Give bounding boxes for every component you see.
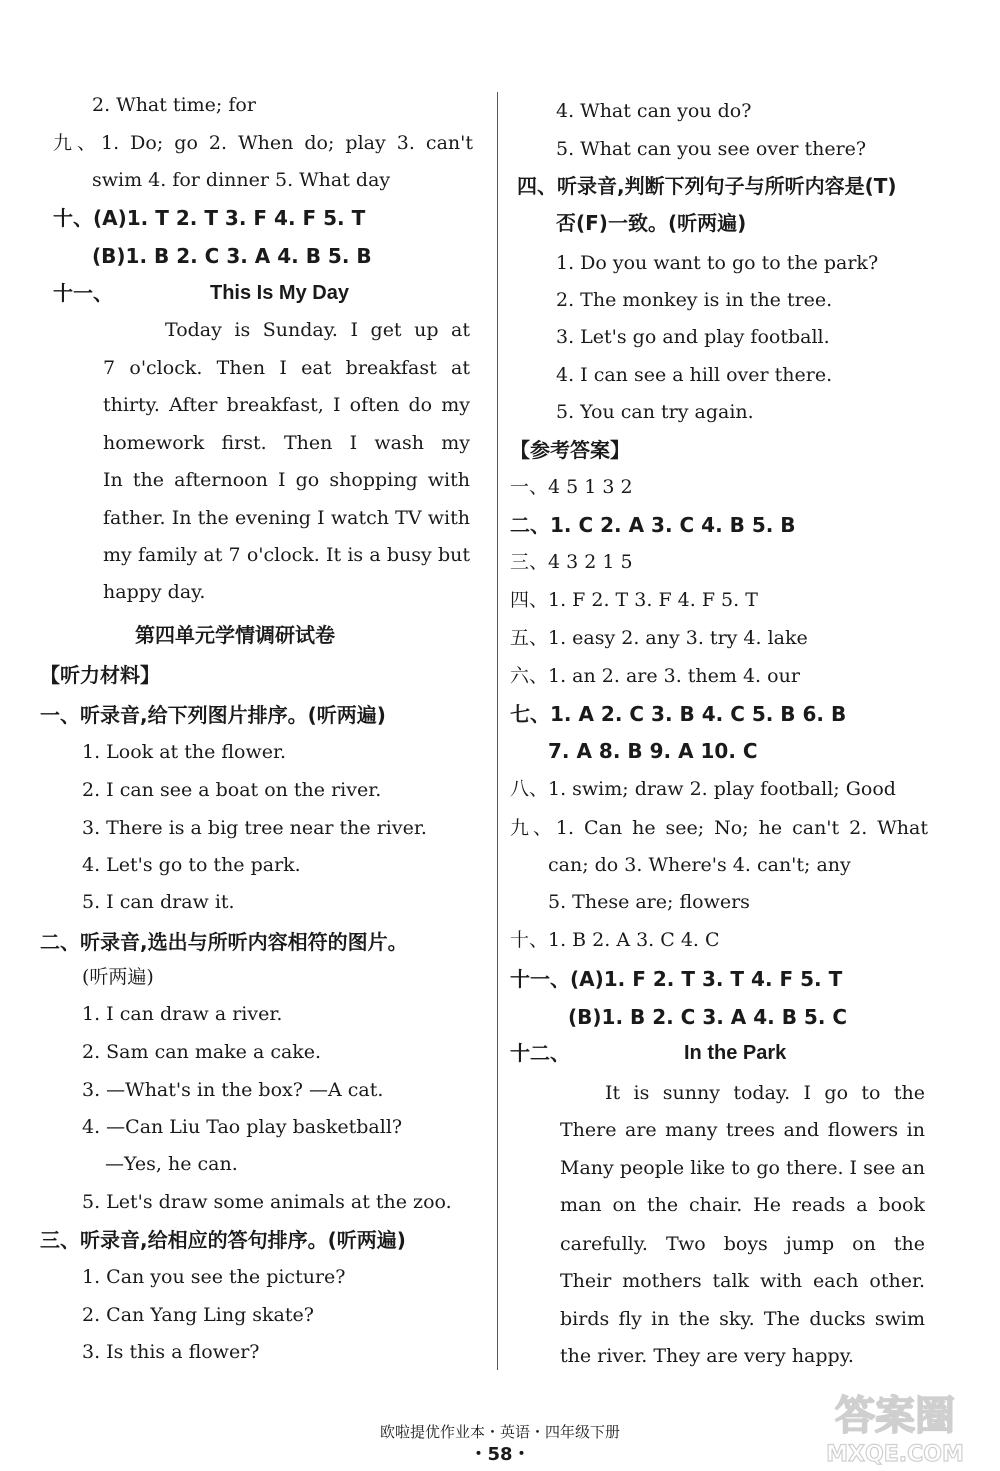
text-line: 九、1. Do; go 2. When do; play 3. can't	[53, 132, 473, 154]
text-line: (听两遍)	[82, 966, 154, 988]
text-line: carefully. Two boys jump on the	[560, 1233, 925, 1255]
text-line: Their mothers talk with each other.	[560, 1270, 925, 1292]
text-line: 十、1. B 2. A 3. C 4. C	[510, 929, 720, 951]
text-line: 一、听录音,给下列图片排序。(听两遍)	[40, 703, 386, 727]
text-line: 2. The monkey is in the tree.	[556, 289, 833, 311]
text-line: the river. They are very happy.	[560, 1345, 854, 1367]
text-line: 1. I can draw a river.	[82, 1003, 283, 1025]
text-line: 2. Can Yang Ling skate?	[82, 1304, 314, 1326]
text-line: 5. You can try again.	[556, 401, 754, 423]
text-line: 【参考答案】	[510, 438, 630, 462]
text-line: 第四单元学情调研试卷	[135, 623, 335, 647]
text-line: 一、4 5 1 3 2	[510, 476, 633, 498]
text-line: 5. These are; flowers	[548, 891, 750, 913]
text-line: 二、听录音,选出与所听内容相符的图片。	[40, 930, 408, 954]
text-line: 1. Can you see the picture?	[82, 1266, 346, 1288]
text-line: 1. Do you want to go to the park?	[556, 252, 879, 274]
watermark-site: MXQE.COM	[826, 1442, 964, 1467]
text-line: can; do 3. Where's 4. can't; any	[548, 854, 851, 876]
text-line: thirty. After breakfast, I often do my	[103, 394, 470, 416]
text-line: man on the chair. He reads a book	[560, 1194, 925, 1216]
text-line: 5. What can you see over there?	[556, 138, 867, 160]
passage-title: This Is My Day	[210, 282, 349, 304]
text-line: 1. Look at the flower.	[82, 741, 287, 763]
text-line: happy day.	[103, 581, 206, 603]
text-line: homework first. Then I wash my	[103, 432, 470, 454]
text-line: 5. Let's draw some animals at the zoo.	[82, 1191, 452, 1213]
text-line: 十二、	[510, 1041, 570, 1065]
text-line: Today is Sunday. I get up at	[165, 319, 470, 341]
text-line: 5. I can draw it.	[82, 891, 235, 913]
text-line: 十一、(A)1. F 2. T 3. T 4. F 5. T	[510, 967, 843, 991]
text-line: 2. I can see a boat on the river.	[82, 779, 382, 801]
text-line: 二、1. C 2. A 3. C 4. B 5. B	[510, 513, 796, 537]
text-line: 2. What time; for	[92, 94, 256, 116]
text-line: 3. Is this a flower?	[82, 1341, 260, 1363]
text-line: 4. —Can Liu Tao play basketball?	[82, 1116, 403, 1138]
text-line: 7. A 8. B 9. A 10. C	[548, 739, 758, 763]
text-line: In the afternoon I go shopping with	[103, 469, 470, 491]
text-line: 十、(A)1. T 2. T 3. F 4. F 5. T	[53, 206, 366, 230]
text-line: 四、听录音,判断下列句子与所听内容是(T)	[517, 174, 897, 198]
text-line: 7 o'clock. Then I eat breakfast at	[103, 357, 470, 379]
text-line: 3. —What's in the box? —A cat.	[82, 1079, 384, 1101]
text-line: 【听力材料】	[40, 663, 160, 687]
text-line: There are many trees and flowers in	[560, 1119, 925, 1141]
text-line: (B)1. B 2. C 3. A 4. B 5. B	[92, 244, 372, 268]
text-line: 4. Let's go to the park.	[82, 854, 301, 876]
text-line: 八、1. swim; draw 2. play football; Good	[510, 778, 896, 800]
text-line: 四、1. F 2. T 3. F 4. F 5. T	[510, 589, 758, 611]
text-line: Many people like to go there. I see an	[560, 1157, 925, 1179]
passage-title: In the Park	[684, 1042, 787, 1064]
text-line: 3. There is a big tree near the river.	[82, 817, 427, 839]
text-line: swim 4. for dinner 5. What day	[92, 169, 391, 191]
text-line: 六、1. an 2. are 3. them 4. our	[510, 665, 800, 687]
column-divider	[497, 92, 498, 1370]
text-line: my family at 7 o'clock. It is a busy but	[103, 544, 470, 566]
watermark-text: 答案圈	[835, 1393, 955, 1439]
text-line: father. In the evening I watch TV with	[103, 507, 470, 529]
text-line: 十一、	[53, 281, 113, 305]
text-line: 4. What can you do?	[556, 100, 752, 122]
footer-book-title: 欧啦提优作业本・英语・四年级下册	[379, 1423, 620, 1441]
text-line: 3. Let's go and play football.	[556, 326, 830, 348]
text-line: 三、4 3 2 1 5	[510, 551, 633, 573]
text-line: It is sunny today. I go to the	[605, 1082, 925, 1104]
text-line: 否(F)一致。(听两遍)	[556, 211, 747, 235]
text-line: 4. I can see a hill over there.	[556, 364, 833, 386]
text-line: —Yes, he can.	[105, 1153, 238, 1175]
text-line: 七、1. A 2. C 3. B 4. C 5. B 6. B	[510, 702, 847, 726]
page-number: ・58・	[469, 1444, 531, 1465]
text-line: (B)1. B 2. C 3. A 4. B 5. C	[568, 1005, 848, 1029]
text-line: 三、听录音,给相应的答句排序。(听两遍)	[40, 1228, 406, 1252]
watermark-logo	[800, 1385, 990, 1467]
text-line: 五、1. easy 2. any 3. try 4. lake	[510, 627, 808, 649]
text-line: 九、1. Can he see; No; he can't 2. What	[510, 817, 928, 839]
text-line: birds fly in the sky. The ducks swim	[560, 1308, 925, 1330]
text-line: 2. Sam can make a cake.	[82, 1041, 322, 1063]
